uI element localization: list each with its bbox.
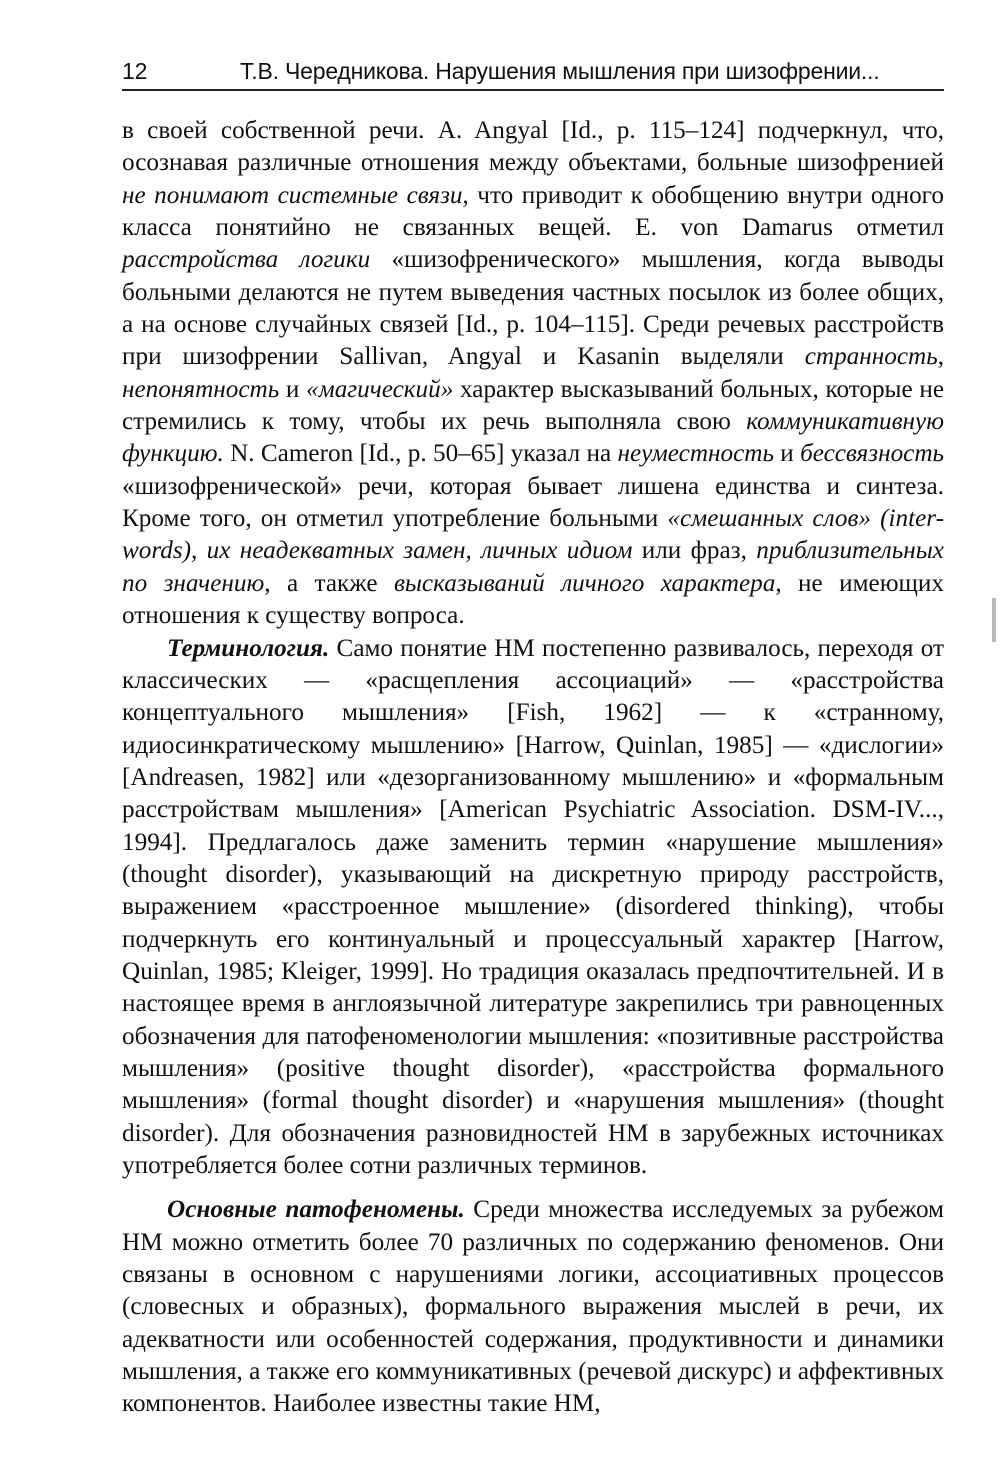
text-run: Само понятие НМ постепенно развивалось, переходя от классических — «расщепления ассоциаций» — «расстройства концептуального мышления» [Fish, 1962] — к «странному, идиосинкратическому мышлению» [Harrow, Quinlan, 1985] — «дислогии» [Andreasen, 1982] или «дезорганизованному мышлению» и «формальным расстройствам мышления» [American Psychiatric Association. DSM-IV..., 1994]. Предлагалось даже заменить термин «нарушение мышления» (thought disorder), указывающий на дискретную природу расстройств, выражением «расстроенное мышление» (disordered thinking), чтобы подчеркнуть его континуальный и процессуальный характер [Harrow, Quinlan, 1985; Kleiger, 1999]. Но традиция оказалась предпочтительней. И в настоящее время в англоязычной литературе закрепились три равноценных обозначения для патофеноменологии мышления: «позитивные расстройства мышления» (positive thought disorder), «расстройства формального мышления» (formal thought disorder) и «нарушения мышления» (thought disorder). Для обозначения разновидностей НМ в зарубежных источниках употребляется более сотни различных терминов.	[122, 634, 944, 1179]
text-run: Среди множества исследуемых за рубежом НМ можно отметить более 70 различных по содержанию феноменов. Они связаны в основном с нарушениями логики, ассоциативных процессов (словесных и образных), формального выражения мыслей в речи, их адекватности или особенностей содержания, продуктивности и динамики мышления, а также его коммуникативных (речевой дискурс) и аффективных компонентов. Наиболее известны такие НМ,	[122, 1196, 945, 1418]
italic-phrase: коммуникативную функцию.	[122, 408, 944, 468]
italic-phrase: «магический»	[306, 375, 454, 403]
text-run: , а также	[264, 569, 394, 597]
run-in-heading: Основные патофеномены.	[167, 1196, 465, 1224]
text-run: и	[279, 375, 307, 403]
text-run: характер высказываний больных, которые не стремились к тому, чтобы их речь выполняла свою	[122, 375, 945, 436]
text-run: N. Cameron [Id., p. 50–65] указал на	[223, 440, 618, 468]
paragraph-terminology	[122, 633, 944, 1183]
italic-phrase: высказываний личного характера	[393, 569, 776, 597]
italic-phrase: расстройства логики	[122, 246, 371, 274]
running-title: Т.В. Чередникова. Нарушения мышления при шизофрении...	[240, 58, 880, 84]
paragraph-1	[122, 115, 944, 633]
text-run: «шизофренической» речи, которая бывает лишена единства и синтеза. Кроме того, он отметил употребление больными	[122, 472, 944, 533]
italic-phrase: приблизительных по значению	[122, 537, 944, 597]
text-run: , что приводит к обобщению внутри одного класса понятийно не связанных вещей. E. von Damarus отметил	[122, 181, 944, 242]
text-run: ,	[937, 343, 944, 371]
text-run: и	[773, 440, 801, 468]
running-header	[122, 58, 944, 91]
italic-phrase: непонятность	[122, 375, 280, 403]
italic-phrase: «смешанных слов» (inter-words), их неадекватных замен, личных идиом	[122, 505, 944, 565]
text-run: в своей собственной речи. A. Angyal [Id., p. 115–124] подчеркнул, что, осознавая различные отношения между объектами, больные шизофренией	[122, 117, 944, 177]
paragraph-main-phenomena	[122, 1194, 944, 1420]
run-in-heading: Терминология.	[167, 634, 330, 662]
italic-phrase: бессвязность	[800, 440, 944, 468]
page-number: 12	[122, 58, 148, 84]
italic-phrase: странность	[804, 343, 938, 371]
text-run: «шизофренического» мышления, когда выводы больными делаются не путем выведения частных посылок из более общих, а на основе случайных связей [Id., p. 104–115]. Среди речевых расстройств при шизофрении Sallivan, Angyal и Kasanin выделяли	[122, 246, 945, 371]
book-page	[122, 58, 944, 1421]
body-text	[122, 115, 944, 1421]
text-run: или фраз,	[632, 537, 757, 565]
italic-phrase: не понимают системные связи	[122, 181, 463, 209]
italic-phrase: неуместность	[617, 440, 774, 468]
text-run: , не имеющих отношения к существу вопроса.	[122, 569, 945, 630]
scan-edge-mark	[992, 598, 996, 642]
